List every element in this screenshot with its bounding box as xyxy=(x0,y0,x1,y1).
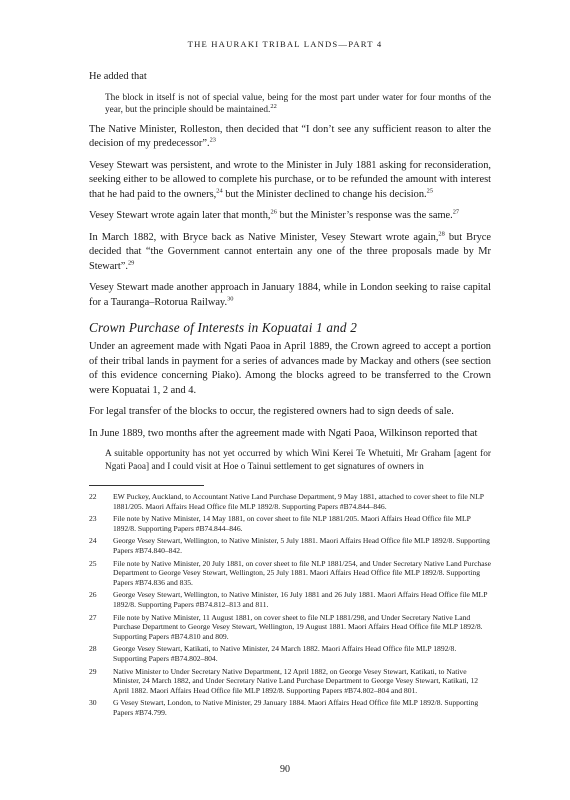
footnote-ref[interactable]: 24 xyxy=(216,187,223,195)
block-quote: A suitable opportunity has not yet occurred by which Wini Kerei Te Whetuiti, Mr Graham [agent for Ngati Paoa] and I could visit at Hoe o Tainui settlement to get signatures of owners in xyxy=(105,449,491,472)
footnote-number: 28 xyxy=(89,644,97,654)
footnote-number: 25 xyxy=(89,558,97,568)
paragraph: In June 1889, two months after the agreement made with Ngati Paoa, Wilkinson reported that xyxy=(89,427,478,439)
quote-text: The block in itself is not of special value, being for the most part under water for four months of the year, but the principle should be maintained. xyxy=(105,92,491,116)
footnote-ref[interactable]: 29 xyxy=(127,259,135,267)
footnote-number: 23 xyxy=(89,514,97,524)
footnote xyxy=(89,698,491,717)
footnote-number: 29 xyxy=(89,666,97,676)
block-quote xyxy=(105,92,491,117)
footnote-number: 24 xyxy=(89,536,97,546)
paragraph xyxy=(89,123,491,152)
footnote-text: EW Puckey, Auckland, to Accountant Native Land Purchase Department, 9 May 1881, attached to cover sheet to file NLP 1881/205. Maori Affairs Head Office file MLP 1892/8. Supporting Papers #B74.844–846. xyxy=(113,492,484,511)
footnote-rule xyxy=(89,485,204,486)
footnote-text: George Vesey Stewart, Wellington, to Native Minister, 5 July 1881. Maori Affairs Head Office file MLP 1892/8. Supporting Papers #B74.840–842. xyxy=(113,536,490,555)
footnote xyxy=(89,613,491,642)
footnote-ref[interactable]: 26 xyxy=(270,208,277,216)
footnote-ref[interactable]: 22 xyxy=(270,103,277,110)
footnote-ref[interactable]: 30 xyxy=(227,295,234,303)
footnote-ref[interactable]: 25 xyxy=(426,187,434,195)
footnote-number: 30 xyxy=(89,698,97,708)
footnote-text: G Vesey Stewart, London, to Native Minister, 29 January 1884. Maori Affairs Head Office file MLP 1892/8. Supporting Papers #B74.799. xyxy=(113,698,479,717)
footnotes xyxy=(89,485,491,720)
paragraph-text: but the Minister declined to change his decision. xyxy=(222,188,427,200)
footnote xyxy=(89,559,491,588)
paragraph-text: The Native Minister, Rolleston, then decided that “I don’t see any sufficient reason to alter the decision of my predecessor”. xyxy=(89,123,491,150)
footnote-ref[interactable]: 23 xyxy=(209,136,216,144)
paragraph: He added that xyxy=(89,71,147,82)
footnote xyxy=(89,536,491,555)
paragraph: For legal transfer of the blocks to occur, the registered owners had to sign deeds of sale. xyxy=(89,406,454,418)
body-text xyxy=(89,70,491,473)
footnote-text: George Vesey Stewart, Katikati, to Native Minister, 24 March 1882. Maori Affairs Head Office file MLP 1892/8. Supporting Papers #B74.802–804. xyxy=(113,644,457,663)
paragraph-text: In March 1882, with Bryce back as Native Minister, Vesey Stewart wrote again, xyxy=(89,231,439,243)
paragraph-text: but the Minister’s response was the same. xyxy=(276,210,453,222)
paragraph-text: Vesey Stewart wrote again later that month, xyxy=(89,210,271,222)
paragraph xyxy=(89,281,491,310)
footnote-text: File note by Native Minister, 14 May 1881, on cover sheet to file NLP 1881/205. Maori Affairs Head Office file MLP 1892/8. Supporting Papers #B74.844–846. xyxy=(113,514,471,533)
page-number: 90 xyxy=(280,764,290,775)
footnote-text: Native Minister to Under Secretary Native Department, 12 April 1882, on George Vesey Stewart, Katikati, to Native Minister, 24 March 1882, and Under Secretary Native Land Purchase Department to George Vesey Stewart, Katikati, 12 April 1882. Maori Affairs Head Office file MLP 1892/8. Supporting Papers #B74.802–804 and 801. xyxy=(113,666,479,695)
footnote xyxy=(89,667,491,696)
footnote-text: George Vesey Stewart, Wellington, to Native Minister, 16 July 1881 and 26 July 1881. Maori Affairs Head Office file MLP 1892/8. Supporting Papers #B74.812–813 and 811. xyxy=(113,590,488,609)
paragraph-text: but Bryce decided that “the Government cannot entertain any one of the three proposals made by Mr Stewart”. xyxy=(89,231,491,272)
footnote-text: File note by Native Minister, 20 July 1881, on cover sheet to file NLP 1881/254, and Under Secretary Native Land Purchase Department to George Vesey Stewart, Wellington, 25 July 1881. Maori Affairs Head Office file MLP 1892/8. Supporting Papers #B74.836 and 835. xyxy=(113,558,491,587)
footnote-number: 26 xyxy=(89,590,97,600)
paragraph xyxy=(89,209,491,224)
footnote xyxy=(89,514,491,533)
footnote-number: 27 xyxy=(89,612,97,622)
footnote-ref[interactable]: 28 xyxy=(438,230,445,238)
footnote-ref[interactable]: 27 xyxy=(452,208,460,216)
section-heading: Crown Purchase of Interests in Kopuatai 1 and 2 xyxy=(89,320,358,336)
paragraph xyxy=(89,159,491,203)
footnote-number: 22 xyxy=(89,492,97,501)
footnote xyxy=(89,644,491,663)
paragraph xyxy=(89,231,491,275)
paragraph-text: Vesey Stewart made another approach in January 1884, while in London seeking to raise capital for a Tauranga–Rotorua Railway. xyxy=(89,282,491,308)
footnote xyxy=(89,590,491,609)
footnote-text: File note by Native Minister, 11 August 1881, on cover sheet to file NLP 1881/298, and Under Secretary Native Land Purchase Department to George Vesey Stewart, Wellington, 19 August 1881. Maori Affairs Head Office file MLP 1892/8. Supporting Papers #B74.810 and 809. xyxy=(113,612,483,641)
paragraph-text: Vesey Stewart was persistent, and wrote to the Minister in July 1881 asking for reconsideration, seeking either to be allowed to complete his purchase, or to be refunded the amount with interest that he had paid to the owners, xyxy=(89,159,491,200)
footnote xyxy=(89,492,491,511)
paragraph: Under an agreement made with Ngati Paoa in April 1889, the Crown agreed to accept a portion of their tribal lands in payment for a series of advances made by Mackay and others (see section of this evidence concerning Piako). Among the blocks agreed to be transferred to the Crown were Kopuatai 1, 2 and 4. xyxy=(89,341,491,396)
running-head: THE HAURAKI TRIBAL LANDS—PART 4 xyxy=(187,39,383,49)
